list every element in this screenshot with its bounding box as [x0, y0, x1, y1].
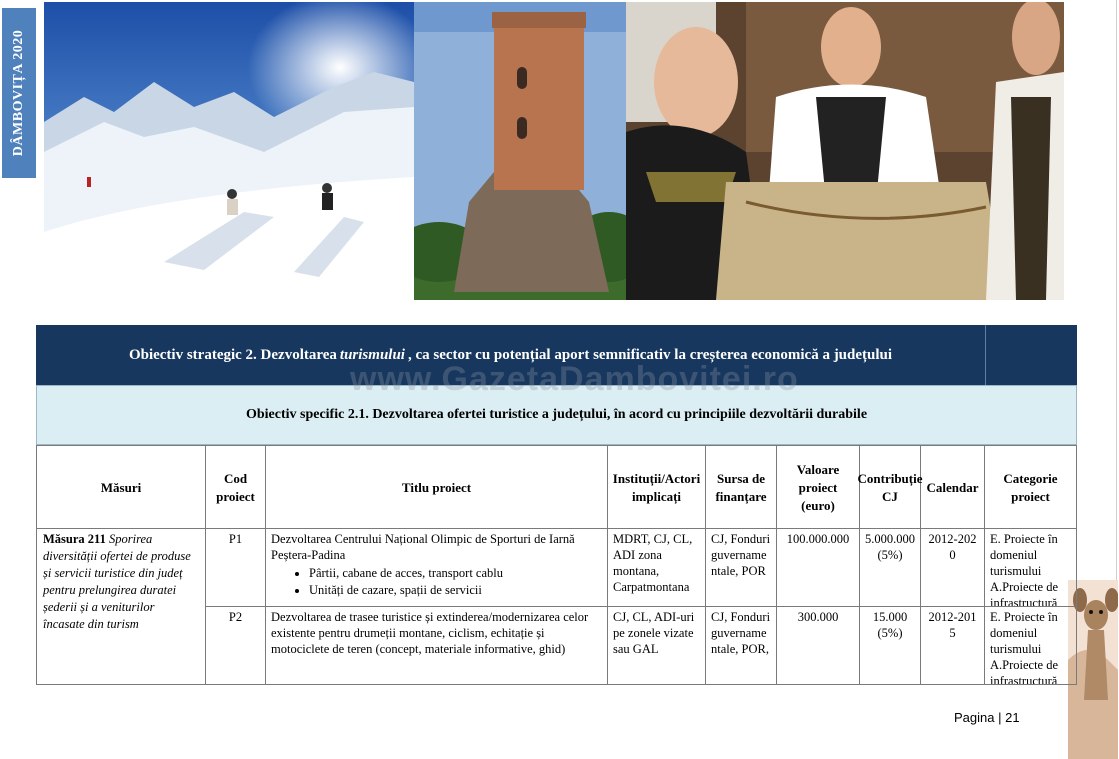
header-contributie: Contribuție CJ	[860, 446, 921, 530]
specific-objective-title: Obiectiv specific 2.1. Dezvoltarea ofertei turistice a județului, în acord cu principiile dezvoltării durabile	[245, 407, 868, 422]
row-funding: CJ, Fonduri guvernamentale, POR,	[706, 607, 777, 684]
header-calendar: Calendar	[921, 446, 985, 530]
side-tab-label: DÂMBOVIȚA 2020	[11, 29, 26, 157]
measure-code: Măsura 211	[43, 532, 106, 546]
row-bullets	[271, 565, 602, 599]
strategic-objective-title: Obiectiv strategic 2. Dezvoltarea turismului , ca sector cu potențial aport semnificativ la creșterea economică a județului	[128, 346, 893, 363]
row-contribution-cell	[860, 529, 921, 606]
list-item: • Pârtii, cabane de acces, transport cablu	[309, 565, 602, 582]
row-contribution-pct: (5%)	[877, 626, 903, 640]
row-title-cell	[266, 529, 608, 606]
table-header-row	[36, 445, 1077, 529]
strategic-objective-band	[36, 325, 1077, 385]
table-row	[206, 529, 1077, 607]
row-category: E. Proiecte în domeniul turismului A.Proiecte de infrastructură	[985, 607, 1077, 684]
row-contribution-cell	[860, 607, 921, 684]
list-item: • Unități de cazare, spații de servicii	[309, 582, 602, 599]
row-code: P1	[206, 529, 266, 606]
specific-objective-band	[36, 385, 1077, 445]
header-cod-proiect: Cod proiect	[206, 446, 266, 530]
row-value: 300.000	[777, 607, 860, 684]
header-titlu-proiect: Titlu proiect	[266, 446, 608, 530]
measure-cell	[36, 529, 206, 685]
header-valoare: Valoare proiect (euro)	[777, 446, 860, 530]
folk-costume-photo	[626, 2, 1064, 300]
row-title: Dezvoltarea de trasee turistice și extinderea/modernizarea celor existente pentru drumeții montane, ciclism, echitație și motociclete de teren (concept, materiale informative, ghid)	[266, 607, 608, 684]
strategic-band-end-cell	[985, 325, 1077, 385]
page-number: 21	[1005, 710, 1020, 725]
header-masuri: Măsuri	[36, 446, 206, 530]
watermark-text: www.GazetaDambovitei.ro	[350, 360, 799, 398]
page-label: Pagina	[954, 710, 995, 725]
row-contribution-pct: (5%)	[877, 548, 903, 562]
row-actors: MDRT, CJ, CL, ADI zona montana, Carpatmontana	[608, 529, 706, 606]
header-sursa-finantare: Sursa de finanțare	[706, 446, 777, 530]
row-actors: CJ, CL, ADI-uri pe zonele vizate sau GAL	[608, 607, 706, 684]
chindia-tower-photo	[414, 2, 626, 300]
header-categorie: Categorie proiect	[985, 446, 1077, 530]
row-contribution: 5.000.000	[865, 532, 915, 546]
side-tab	[2, 8, 36, 178]
measure-text: Sporirea diversității ofertei de produse și servicii turistice din județ pentru prelungirea duratei șederii și a veniturilor încasate din turism	[43, 532, 191, 631]
row-title: Dezvoltarea Centrului Național Olimpic de Sporturi de Iarnă Peștera-Padina	[271, 532, 575, 562]
row-contribution: 15.000	[872, 610, 908, 624]
row-code: P2	[206, 607, 266, 684]
row-funding: CJ, Fonduri guvernamentale, POR	[706, 529, 777, 606]
header-actori: Instituții/Actori implicați	[608, 446, 706, 530]
page-separator: |	[998, 710, 1002, 725]
page-footer	[954, 710, 1020, 725]
row-calendar: 2012-2015	[921, 607, 985, 684]
row-category: E. Proiecte în domeniul turismului A.Proiecte de infrastructură	[985, 529, 1077, 606]
row-value: 100.000.000	[777, 529, 860, 606]
row-calendar: 2012-2020	[921, 529, 985, 606]
table-row	[206, 607, 1077, 685]
ski-slope-photo	[44, 2, 414, 300]
